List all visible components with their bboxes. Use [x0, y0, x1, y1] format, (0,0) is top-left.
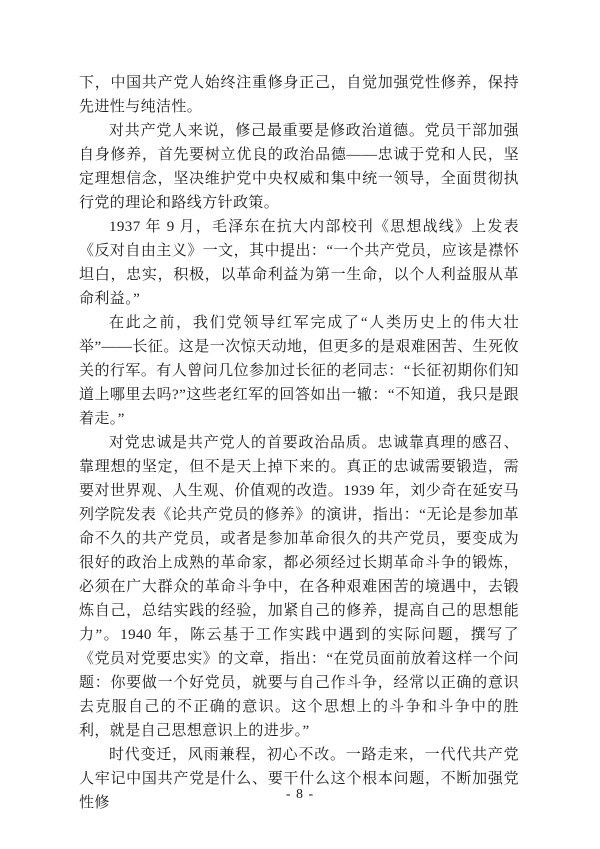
paragraph-continuation: 下，中国共产党人始终注重修身正己，自觉加强党性修养，保持先进性与纯洁性。: [79, 75, 519, 115]
page-number: - 8 -: [285, 787, 315, 802]
paragraph: 对党忠诚是共产党人的首要政治品质。忠诚靠真理的感召、靠理想的坚定，但不是天上掉下来的。真正的忠诚需要锻造，需要对世界观、人生观、价值观的改造。1939 年，刘少奇在延安马列学院发表《论共产党员的修养》的演讲，指出：“无论是参加革命不久的共产党员，或者是参加革命很久的共产党员，要变成为很好的政治上成熟的革命家，都必须经过长期革命斗争的锻炼，必须在广大群众的革命斗争中，在各种艰难困苦的境遇中，去锻炼自己，总结实践的经验，加紧自己的修养，提高自己的思想能力”。1940 年，陈云基于工作实践中遇到的实际问题，撰写了《党员对党要忠实》的文章，指出：“在党员面前放着这样一个问题：你要做一个好党员，就要与自己作斗争，经常以正确的意识去克服自己的不正确的意识。这个思想上的斗争和斗争中的胜利，就是自己思想意识上的进步。”: [79, 435, 519, 739]
paragraph: 1937 年 9 月，毛泽东在抗大内部校刊《思想战线》上发表《反对自由主义》一文，其中提出：“一个共产党员，应该是襟怀坦白，忠实，积极，以革命利益为第一生命，以个人利益服从革命利益。”: [79, 219, 519, 307]
document-body: [79, 71, 519, 815]
paragraph: 对共产党人来说，修己最重要是修政治道德。党员干部加强自身修养，首先要树立优良的政治品德——忠诚于党和人民，坚定理想信念，坚决维护党中央权威和集中统一领导，全面贯彻执行党的理论和路线方针政策。: [79, 123, 519, 211]
paragraph: 时代变迁，风雨兼程，初心不改。一路走来，一代代共产党人牢记中国共产党是什么、要干什么这个根本问题，不断加强党性修: [79, 747, 519, 811]
paragraph: 在此之前，我们党领导红军完成了“人类历史上的伟大壮举”——长征。这是一次惊天动地，但更多的是艰难困苦、生死攸关的行军。有人曾问几位参加过长征的老同志：“长征初期你们知道上哪里去吗?”这些老红军的回答如出一辙：“不知道，我只是跟着走。”: [79, 315, 519, 427]
